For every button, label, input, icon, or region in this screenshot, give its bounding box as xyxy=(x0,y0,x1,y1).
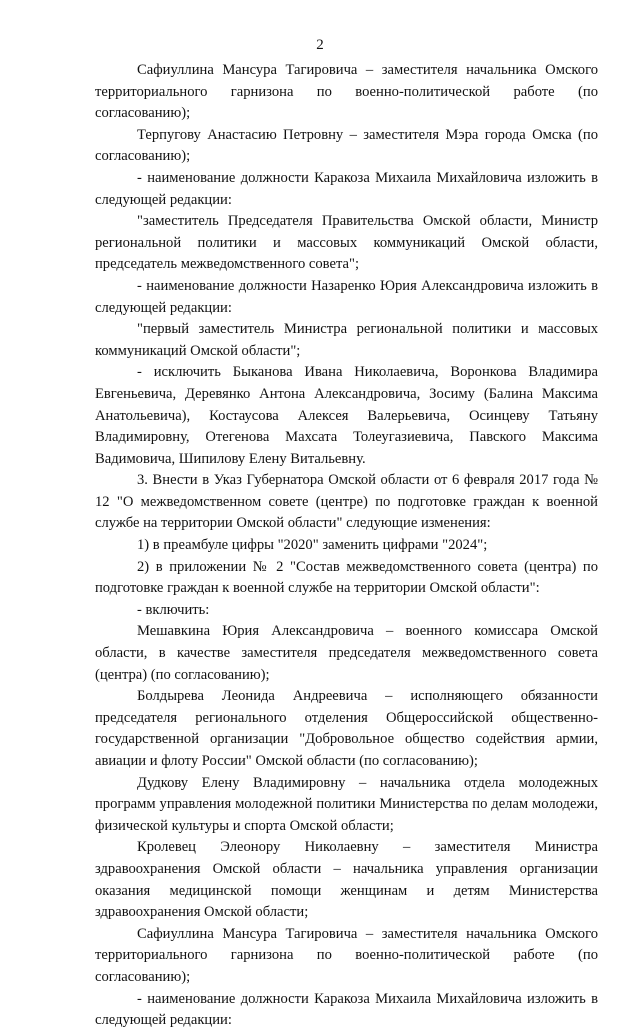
paragraph-exclude-list: - исключить Быканова Ивана Николаевича, Воронкова Владимира Евгеньевича, Деревянко Антона Александровича, Зосиму (Балина Максима Анатольевича), Костаусова Алексея Валерьевича, Осинцеву Татьяну Владимировну, Отегенова Махсата Толеугазиевича, Павского Максима Вадимовича, Шипилову Елену Витальевну. xyxy=(95,364,598,467)
paragraph-terpugova: Терпугову Анастасию Петровну – заместителя Мэра города Омска (по согласованию); xyxy=(95,126,598,165)
paragraph-item-3: 3. Внести в Указ Губернатора Омской области от 6 февраля 2017 года № 12 "О межведомственном совете (центре) по подготовке граждан к военной службе на территории Омской области" следующие изменения: xyxy=(95,472,598,532)
page-number: 2 xyxy=(316,37,324,53)
document-body xyxy=(95,60,598,1032)
paragraph-karakoz-title: "заместитель Председателя Правительства Омской области, Министр региональной политики и массовых коммуникаций Омской области, председатель межведомственного совета"; xyxy=(95,213,598,273)
paragraph-krolevets: Кролевец Элеонору Николаевну – заместителя Министра здравоохранения Омской области – начальника управления организации оказания медицинской помощи женщинам и детям Министерства здравоохранения Омской области; xyxy=(95,839,598,921)
paragraph-karakoz-intro: - наименование должности Каракоза Михаила Михайловича изложить в следующей редакции: xyxy=(95,169,598,208)
paragraph-dudkova: Дудкову Елену Владимировну – начальника отдела молодежных программ управления молодежной политики Министерства по делам молодежи, физической культуры и спорта Омской области; xyxy=(95,774,598,834)
paragraph-karakoz-intro-repeat: - наименование должности Каракоза Михаила Михайловича изложить в следующей редакции: xyxy=(95,990,598,1029)
paragraph-item-3-2: 2) в приложении № 2 "Состав межведомственного совета (центра) по подготовке граждан к военной службе на территории Омской области": xyxy=(95,558,598,597)
paragraph-safiullin: Сафиуллина Мансура Тагировича – заместителя начальника Омского территориального гарнизона по военно-политической работе (по согласованию); xyxy=(95,62,598,122)
paragraph-nazarenko-intro: - наименование должности Назаренко Юрия Александровича изложить в следующей редакции: xyxy=(95,277,598,316)
paragraph-item-3-1: 1) в преамбуле цифры "2020" заменить цифрами "2024"; xyxy=(137,537,488,554)
paragraph-include: - включить: xyxy=(137,601,210,618)
paragraph-nazarenko-title: "первый заместитель Министра региональной политики и массовых коммуникаций Омской области"; xyxy=(95,321,598,359)
paragraph-safiullin-repeat: Сафиуллина Мансура Тагировича – заместителя начальника Омского территориального гарнизона по военно-политической работе (по согласованию); xyxy=(95,925,598,985)
paragraph-meshavkin: Мешавкина Юрия Александровича – военного комиссара Омской области, в качестве заместителя председателя межведомственного совета (центра) (по согласованию); xyxy=(95,623,598,683)
paragraph-boldyrev: Болдырева Леонида Андреевича – исполняющего обязанности председателя регионального отделения Общероссийской общественно-государственной организации "Добровольное общество содействия армии, авиации и флоту России" Омской области (по согласованию); xyxy=(95,688,598,769)
